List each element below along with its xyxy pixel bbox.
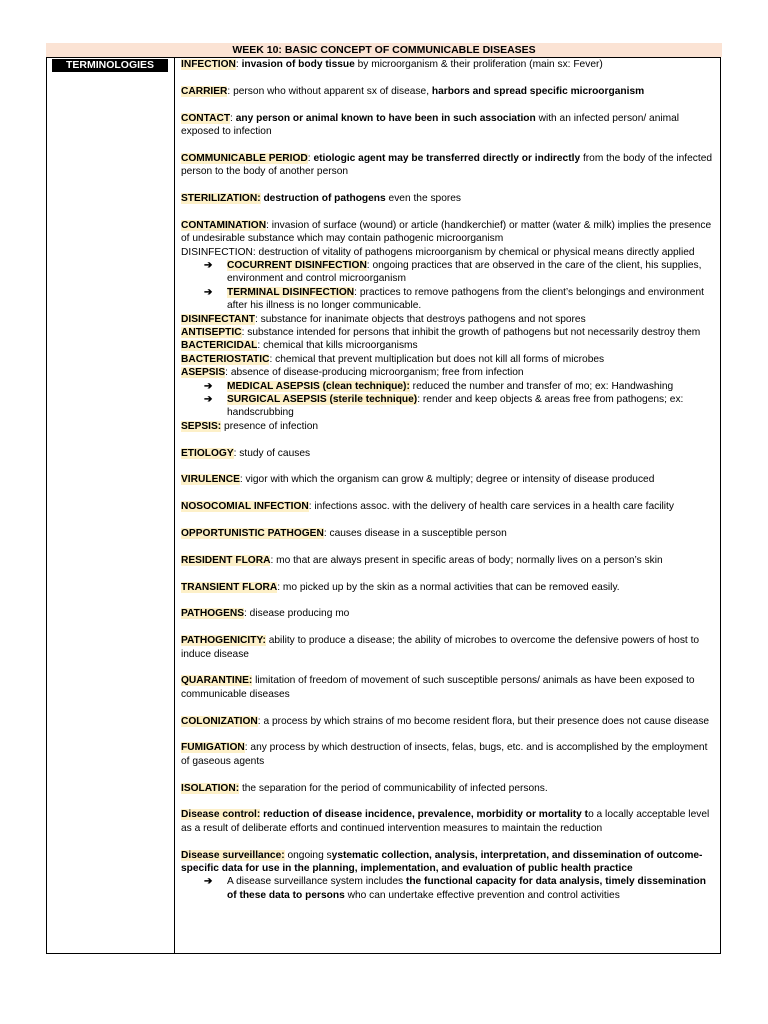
arrow-icon: ➔ [204, 380, 213, 392]
term-label: DISINFECTANT [181, 313, 255, 325]
term-label: PATHOGENICITY: [181, 635, 266, 647]
term-label: INFECTION [181, 59, 236, 70]
term-label: COCURRENT DISINFECTION [227, 260, 367, 272]
def-terminal-disinfection: ➔ TERMINAL DISINFECTION: practices to remove pathogens from the client’s belongings and environment after his illness is no longer communicable. [204, 286, 704, 312]
term-label: ASEPSIS [181, 367, 226, 379]
term-label: Disease control: [181, 809, 261, 821]
def-transient-flora: TRANSIENT FLORA: mo picked up by the skin as a normal activities that can be removed easily. [181, 581, 620, 593]
def-opportunistic-pathogen: OPPORTUNISTIC PATHOGEN: causes disease in a susceptible person [181, 528, 507, 540]
def-isolation: ISOLATION: the separation for the period of communicability of infected persons. [181, 782, 548, 794]
arrow-icon: ➔ [204, 394, 213, 406]
term-label: SEPSIS: [181, 420, 222, 432]
def-pathogens: PATHOGENS: disease producing mo [181, 608, 350, 620]
term-label: COLONIZATION [181, 715, 258, 727]
term-label: TRANSIENT FLORA [181, 581, 278, 593]
section-tag: TERMINOLOGIES [52, 59, 168, 72]
term-label: BACTERIOSTATIC [181, 353, 270, 365]
arrow-icon: ➔ [204, 286, 213, 298]
def-concurrent-disinfection: ➔ COCURRENT DISINFECTION: ongoing practices that are observed in the care of the client, his supplies, environment and control microorganism [204, 260, 702, 285]
term-label: OPPORTUNISTIC PATHOGEN [181, 528, 324, 540]
term-label: QUARANTINE: [181, 675, 253, 687]
def-fumigation: FUMIGATION: any process by which destruction of insects, felas, bugs, etc. and is accomplished by the employment of gaseous agents [181, 742, 708, 767]
definitions-column [181, 58, 715, 902]
def-etiology: ETIOLOGY: study of causes [181, 447, 311, 459]
term-label: CONTACT [181, 112, 231, 124]
def-surveillance-system: ➔ A disease surveillance system includes the functional capacity for data analysis, timely dissemination of these data to persons who can undertake effective prevention and control activities [204, 876, 706, 901]
term-label: MEDICAL ASEPSIS (clean technique): [227, 380, 410, 392]
def-colonization: COLONIZATION: a process by which strains of mo become resident flora, but their presence does not cause disease [181, 715, 710, 727]
def-carrier: CARRIER: person who without apparent sx of disease, harbors and spread specific microorganism [181, 85, 645, 97]
arrow-icon: ➔ [204, 260, 213, 272]
arrow-icon: ➔ [204, 876, 213, 888]
term-label: BACTERICIDAL [181, 340, 258, 352]
def-medical-asepsis: ➔ MEDICAL ASEPSIS (clean technique): reduced the number and transfer of mo; ex: Handwashing [204, 380, 674, 392]
term-label: PATHOGENS [181, 608, 245, 620]
def-communicable-period: COMMUNICABLE PERIOD: etiologic agent may be transferred directly or indirectly from the body of the infected person to the body of another person [181, 152, 713, 178]
def-disease-surveillance: Disease surveillance: ongoing systematic collection, analysis, interpretation, and dissemination of outcome-specific data for use in the planning, implementation, and evaluation of public health practice [181, 849, 703, 875]
term-label: TERMINAL DISINFECTION [227, 286, 355, 298]
def-disinfection: DISINFECTION: destruction of vitality of pathogens microorganism by chemical or physical means directly applied [181, 246, 695, 258]
page-title: WEEK 10: BASIC CONCEPT OF COMMUNICABLE DISEASES [46, 43, 722, 57]
term-label: ISOLATION: [181, 782, 240, 794]
def-asepsis: ASEPSIS: absence of disease-producing microorganism; free from infection [181, 367, 524, 379]
def-sterilization: STERILIZATION: destruction of pathogens even the spores [181, 193, 462, 204]
def-resident-flora: RESIDENT FLORA: mo that are always present in specific areas of body; normally lives on a person’s skin [181, 554, 663, 566]
term-label: ANTISEPTIC [181, 327, 242, 339]
term-label: RESIDENT FLORA [181, 554, 271, 566]
term-label: VIRULENCE [181, 474, 240, 486]
term-label: Disease surveillance: [181, 849, 285, 861]
def-contamination: CONTAMINATION: invasion of surface (wound) or article (handkerchief) or matter (water & milk) implies the presence of undesirable substance which may contain pathogenic microorganism [181, 219, 712, 245]
def-contact: CONTACT: any person or animal known to have been in such association with an infected person/ animal exposed to infection [181, 112, 680, 137]
term-label: FUMIGATION [181, 742, 245, 754]
def-surgical-asepsis: ➔ SURGICAL ASEPSIS (sterile technique): render and keep objects & areas free from pathogens; ex: handscrubbing [204, 394, 684, 419]
def-bacteriostatic: BACTERIOSTATIC: chemical that prevent multiplication but does not kill all forms of microbes [181, 353, 605, 365]
def-antiseptic: ANTISEPTIC: substance intended for persons that inhibit the growth of pathogens but not necessarily destroy them [181, 327, 701, 339]
term-label: SURGICAL ASEPSIS (sterile technique) [227, 394, 418, 406]
column-divider [174, 57, 175, 954]
term-label: CARRIER [181, 85, 228, 97]
def-pathogenicity: PATHOGENICITY: ability to produce a disease; the ability of microbes to overcome the defensive powers of host to induce disease [181, 635, 700, 660]
def-quarantine: QUARANTINE: limitation of freedom of movement of such susceptible persons/ animals as have been exposed to communicable diseases [181, 675, 695, 700]
term-label: COMMUNICABLE PERIOD [181, 152, 308, 164]
def-virulence: VIRULENCE: vigor with which the organism can grow & multiply; degree or intensity of disease produced [181, 474, 655, 486]
def-bactericidal: BACTERICIDAL: chemical that kills microorganisms [181, 340, 418, 352]
def-disease-control: Disease control: reduction of disease incidence, prevalence, morbidity or mortality to a locally acceptable level as a result of deliberate efforts and continued intervention measures to maintain the reduction [181, 809, 710, 834]
term-label: CONTAMINATION [181, 219, 267, 231]
def-disinfectant: DISINFECTANT: substance for inanimate objects that destroys pathogens and not spores [181, 313, 586, 325]
def-infection: INFECTION: invasion of body tissue by microorganism & their proliferation (main sx: Fever) [181, 59, 603, 70]
def-sepsis: SEPSIS: presence of infection [181, 420, 319, 432]
term-label: ETIOLOGY [181, 447, 234, 459]
term-label: STERILIZATION: [181, 193, 261, 204]
term-label: NOSOCOMIAL INFECTION [181, 501, 309, 513]
def-nosocomial-infection: NOSOCOMIAL INFECTION: infections assoc. with the delivery of health care services in a health care facility [181, 501, 674, 513]
